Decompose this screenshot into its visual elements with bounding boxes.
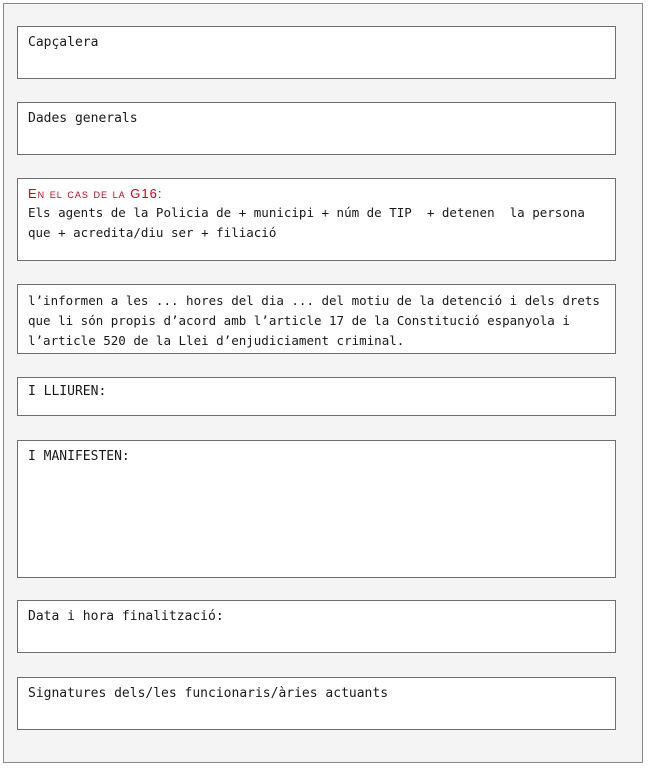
informen-section [17, 284, 616, 354]
data-hora-label: Data i hora finalització: [28, 609, 224, 624]
informen-text: l’informen a les ... hores del dia ... del motiu de la detenció i dels drets que li són propis d’acord amb l’article 17 de la Constitució espanyola i l’article 520 de la Llei d’enjudiciament criminal. [28, 293, 608, 348]
g16-text: Els agents de la Policia de + municipi + núm de TIP + detenen la persona que + acredita/diu ser + filiació [28, 205, 593, 240]
document-page [3, 3, 643, 763]
g16-section [17, 178, 616, 261]
signatures-label: Signatures dels/les funcionaris/àries actuants [28, 686, 389, 701]
data-hora-section [17, 600, 616, 653]
capcalera-label: Capçalera [28, 35, 99, 50]
manifesten-section [17, 440, 616, 578]
g16-heading: En el cas de la G16: [28, 186, 163, 201]
signatures-section [17, 677, 616, 730]
dades-generals-label: Dades generals [28, 111, 138, 126]
capcalera-section [17, 26, 616, 79]
manifesten-label: I MANIFESTEN: [28, 449, 130, 464]
lliuren-label: I LLIUREN: [28, 384, 107, 399]
dades-generals-section [17, 102, 616, 155]
lliuren-section [17, 377, 616, 416]
